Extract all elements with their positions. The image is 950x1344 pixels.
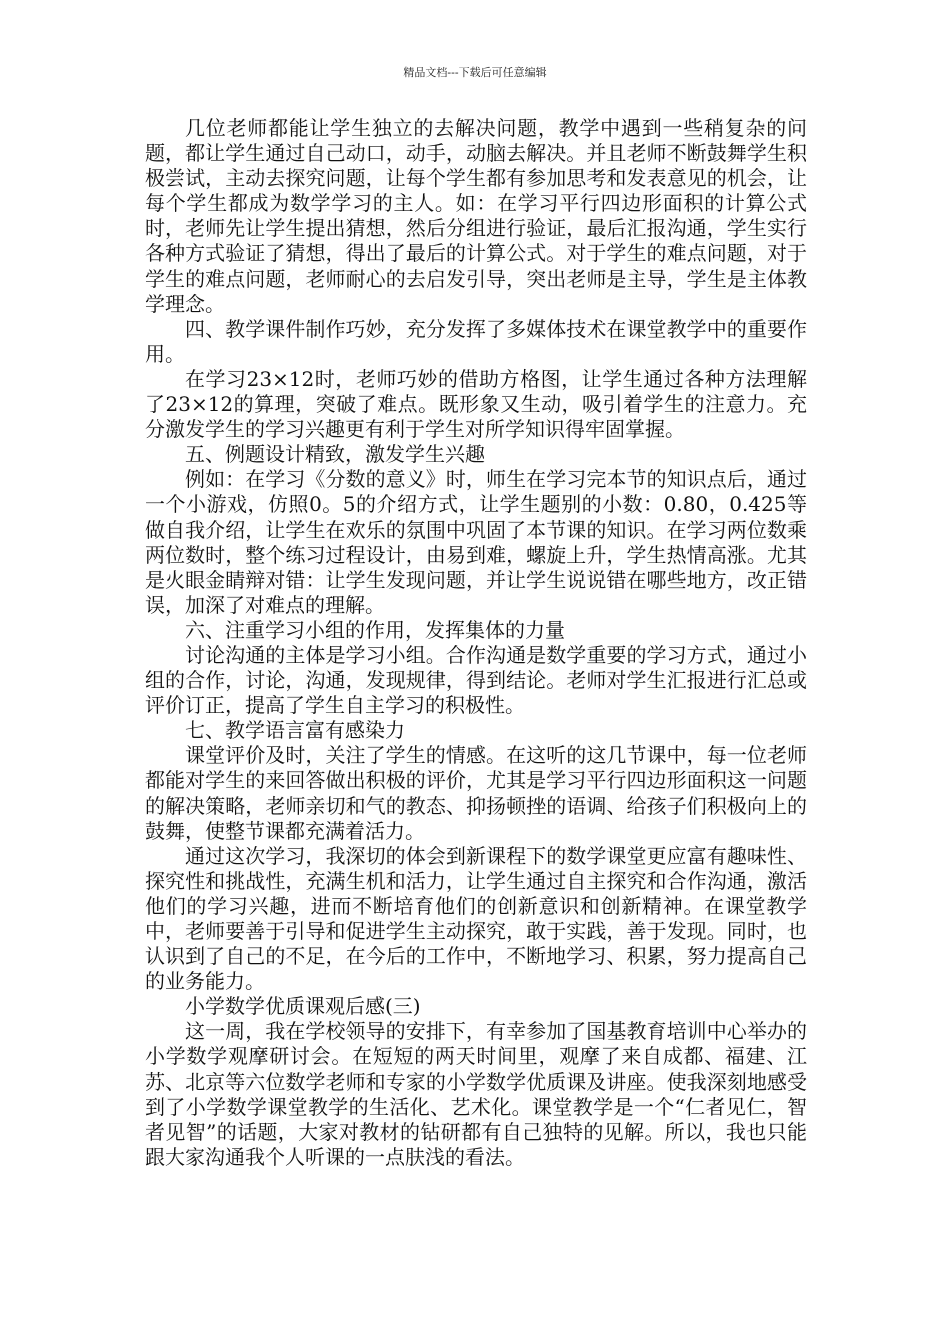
paragraph-classroom-evaluation: 课堂评价及时，关注了学生的情感。在这听的这几节课中，每一位老师都能对学生的来回答做出积极的评价，尤其是学习平行四边形面积这一问题的解决策略，老师亲切和气的教态、抑扬顿挫的语调、给孩子们积极向上的鼓舞，使整节课都充满着活力。	[145, 743, 807, 843]
document-body	[145, 116, 807, 1170]
heading-section-seven: 七、教学语言富有感染力	[185, 718, 405, 743]
heading-section-six: 六、注重学习小组的作用，发挥集体的力量	[185, 617, 565, 642]
paragraph-study-groups: 讨论沟通的主体是学习小组。合作沟通是数学重要的学习方式，通过小组的合作，讨论，沟通，发现规律，得到结论。老师对学生汇报进行汇总或评价订正，提高了学生自主学习的积极性。	[145, 642, 807, 718]
paragraph-reflection: 通过这次学习，我深切的体会到新课程下的数学课堂更应富有趣味性、探究性和挑战性，充满生机和活力，让学生通过自主探究和合作沟通，激活他们的学习兴趣，进而不断培育他们的创新意识和创新精神。在课堂教学中，老师要善于引导和促进学生主动探究，敢于实践，善于发现。同时，也认识到了自己的不足，在今后的工作中，不断地学习、积累，努力提高自己的业务能力。	[145, 843, 807, 994]
heading-part-three: 小学数学优质课观后感(三)	[185, 994, 421, 1019]
heading-section-four: 四、教学课件制作巧妙，充分发挥了多媒体技术在课堂教学中的重要作用。	[145, 316, 807, 366]
paragraph-student-problem-solving: 几位老师都能让学生独立的去解决问题，教学中遇到一些稍复杂的问题，都让学生通过自己动口，动手，动脑去解决。并且老师不断鼓舞学生积极尝试，主动去探究问题，让每个学生都有参加思考和发表意见的机会，让每个学生都成为数学学习的主人。如：在学习平行四边形面积的计算公式时，老师先让学生提出猜想，然后分组进行验证，最后汇报沟通，学生实行各种方式验证了猜想，得出了最后的计算公式。对于学生的难点问题，对于学生的难点问题，老师耐心的去启发引导，突出老师是主导，学生是主体教学理念。	[145, 116, 807, 316]
paragraph-seminar-intro: 这一周，我在学校领导的安排下，有幸参加了国基教育培训中心举办的小学数学观摩研讨会。在短短的两天时间里，观摩了来自成都、福建、江苏、北京等六位数学老师和专家的小学数学优质课及讲座。使我深刻地感受到了小学数学课堂教学的生活化、艺术化。课堂教学是一个“仁者见仁，智者见智”的话题，大家对教材的钻研都有自己独特的见解。所以，我也只能跟大家沟通我个人听课的一点肤浅的看法。	[145, 1019, 807, 1169]
paragraph-multiplication-grid: 在学习23×12时，老师巧妙的借助方格图，让学生通过各种方法理解了23×12的算理，突破了难点。既形象又生动，吸引着学生的注意力。充分激发学生的学习兴趣更有利于学生对所学知识得牢固掌握。	[145, 366, 807, 442]
paragraph-fraction-example: 例如：在学习《分数的意义》时，师生在学习完本节的知识点后，通过一个小游戏，仿照0。5的介绍方式，让学生题别的小数：0.80，0.425等做自我介绍，让学生在欢乐的氛围中巩固了本节课的知识。在学习两位数乘两位数时，整个练习过程设计，由易到难，螺旋上升，学生热情高涨。尤其是火眼金睛辩对错：让学生发现问题，并让学生说说错在哪些地方，改正错误，加深了对难点的理解。	[145, 467, 807, 617]
page-header: 精品文档---下载后可任意编辑	[403, 66, 547, 79]
heading-section-five: 五、例题设计精致，激发学生兴趣	[185, 442, 485, 467]
